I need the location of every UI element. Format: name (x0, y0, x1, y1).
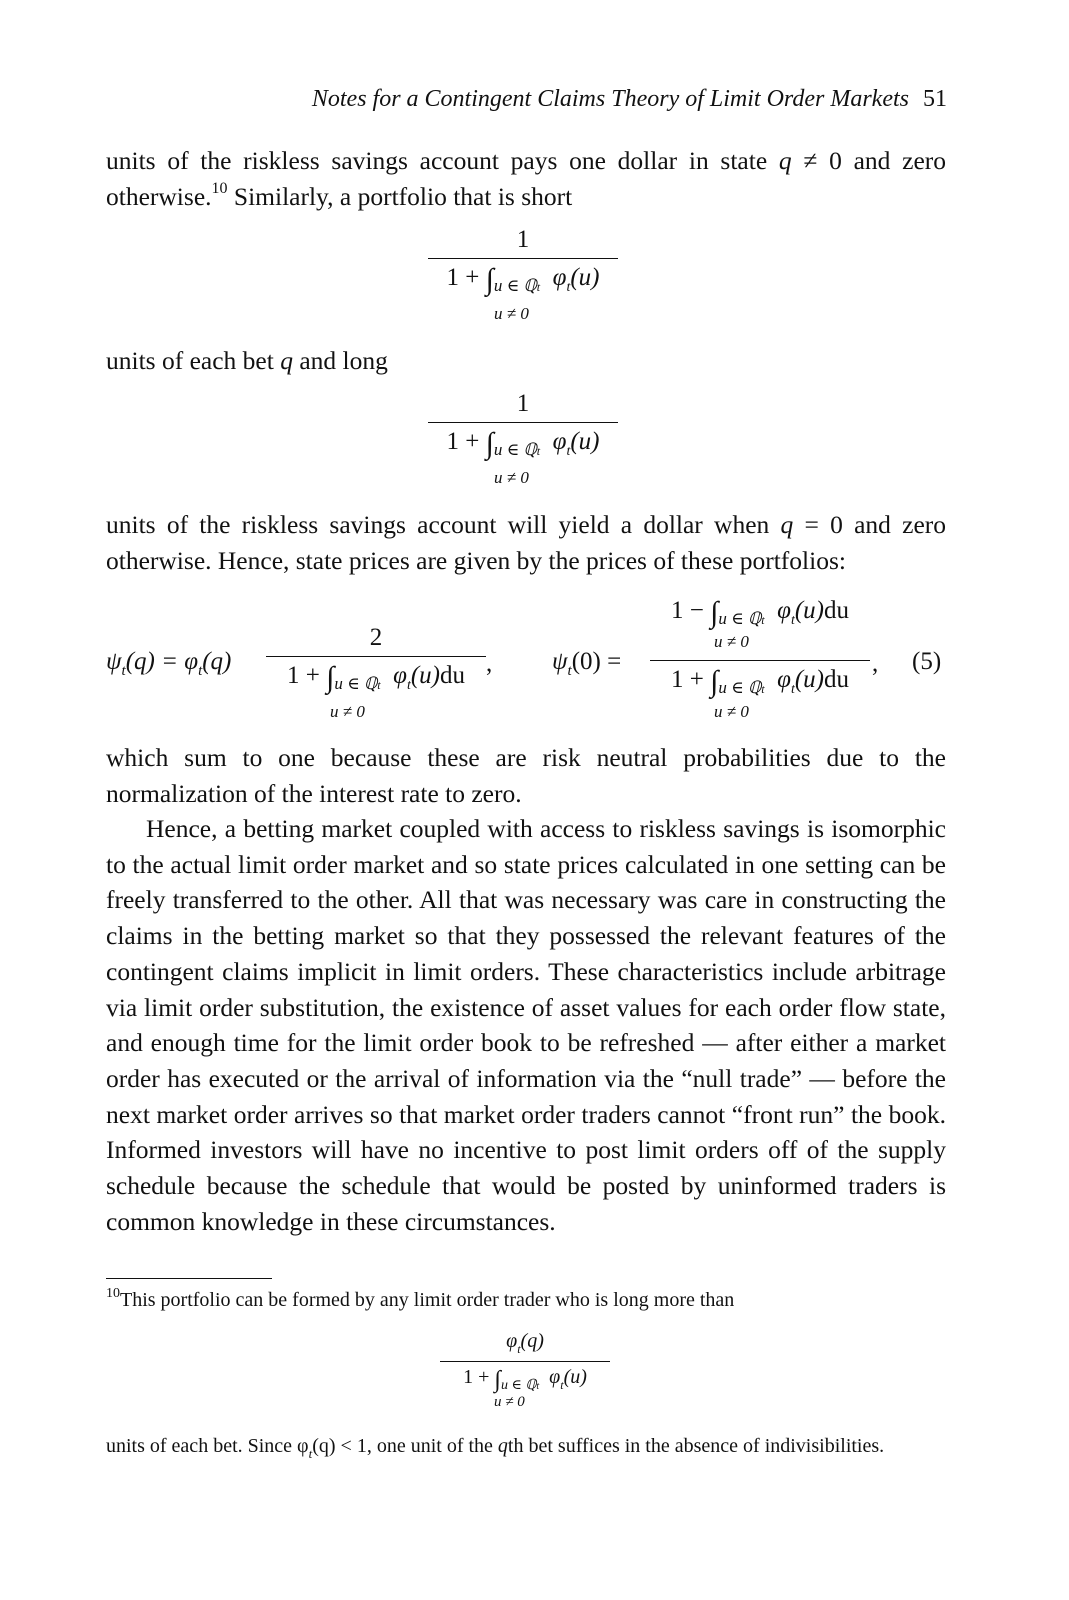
right-fraction-numerator (650, 596, 870, 630)
equation-5-left-fraction (266, 624, 486, 695)
integral-sign: ∫ (485, 263, 494, 296)
fraction-2-numerator: 1 (516, 390, 530, 417)
domain-sub: t (536, 280, 541, 294)
footnote-text-1 (106, 1286, 948, 1314)
sub-t: t (567, 663, 572, 679)
fraction-2 (428, 390, 618, 461)
sub-t: t (517, 1342, 521, 1356)
fraction-1-numerator: 1 (516, 226, 530, 253)
one-minus: 1 − (670, 597, 704, 624)
footnote-number: 10 (106, 1286, 120, 1301)
fraction-1-condition: u ≠ 0 (494, 304, 529, 323)
psi-arg: (q) = φ (125, 648, 199, 675)
phi-arg: (u) (570, 428, 600, 455)
phi-q-arg: (q) (202, 648, 232, 675)
fraction-bar (440, 1361, 610, 1362)
phi: φ (506, 1330, 518, 1352)
footnote-sub-t: t (308, 1446, 313, 1461)
paragraph-5: Hence, a betting market coupled with access to riskless savings is isomorphic to the actual limit order market and so state prices calculated in one setting can be freely transferred to the other. All that was necessary was care in constructing the claims in the betting market so that they possessed the relevant features of the contingent claims implicit in limit orders. These characteristics include arbitrage via limit order substitution, the existence of asset values for each order flow state, and enough time for the limit order book to be refreshed — after either a market order has executed or the arrival of information via the “null trade” — before the next market order arrives so that market order traders cannot “front run” the book. Informed investors will have no incentive to post limit orders off of the supply schedule because the schedule that would be posted by uninformed traders is common knowledge in these circumstances. (106, 814, 946, 1236)
running-title: Notes for a Contingent Claims Theory of Limit Order Markets (311, 86, 909, 112)
fraction-2-condition: u ≠ 0 (494, 468, 529, 487)
p3-text-a: units of the riskless savings account will yield a dollar when (106, 510, 770, 539)
p1-var-q: q (778, 146, 792, 175)
du: du (824, 597, 850, 624)
domain-sub: t (536, 444, 541, 458)
phi: φ (777, 666, 791, 693)
psi-zero-arg: (0) = (571, 648, 622, 675)
phi: φ (552, 264, 567, 291)
phi: φ (549, 1366, 561, 1388)
sub-t: t (560, 1378, 564, 1392)
p1-text-c: Similarly, a portfolio that is short (227, 181, 573, 211)
phi-arg: (u) (570, 264, 600, 291)
integral-domain: u ∈ ℚ (500, 1378, 537, 1393)
sub-t: t (198, 663, 203, 679)
domain-sub: t (761, 613, 765, 627)
footnote-fraction-numerator (440, 1330, 610, 1357)
integral-sign: ∫ (326, 661, 335, 694)
footnote-marker: 10 (211, 179, 228, 197)
right-denominator-condition: u ≠ 0 (714, 702, 749, 721)
paragraph-3 (106, 507, 946, 578)
one-plus: 1 + (463, 1366, 490, 1388)
footnote-var-q: q (497, 1435, 508, 1457)
integral-domain: u ∈ ℚ (493, 440, 537, 459)
paragraph-2 (106, 343, 946, 379)
sub-t: t (566, 280, 571, 295)
sub-t: t (121, 663, 126, 679)
integral-sign: ∫ (485, 427, 494, 460)
left-fraction-denominator (266, 661, 486, 695)
equation-5-lhs-left (106, 648, 231, 680)
integral-sign: ∫ (710, 665, 719, 698)
domain-sub: t (761, 682, 765, 696)
integral-domain: u ∈ ℚ (718, 678, 762, 697)
integral-domain: u ∈ ℚ (334, 674, 378, 693)
paragraph-1 (106, 143, 946, 214)
p1-text-a: units of the riskless savings account pays one dollar in state (106, 146, 768, 175)
sub-t: t (406, 678, 411, 693)
phi-q-arg: (q) (520, 1330, 544, 1352)
paragraph-4: which sum to one because these are risk neutral probabilities due to the normalization of the interest rate to zero. (106, 743, 946, 808)
phi: φ (777, 597, 791, 624)
left-fraction-condition: u ≠ 0 (330, 702, 365, 721)
p2-end: and long (299, 346, 388, 375)
domain-sub: t (377, 678, 381, 692)
footnote-fraction-condition: u ≠ 0 (494, 1394, 525, 1410)
footnote-line-2c: th bet suffices in the absence of indivisibilities. (507, 1435, 885, 1457)
integral-sign: ∫ (710, 596, 719, 629)
right-numerator-condition: u ≠ 0 (714, 632, 749, 651)
footnote-rule (106, 1278, 272, 1279)
phi-arg: (u) (794, 597, 825, 624)
phi-arg: (u) (410, 662, 441, 689)
p2-var-q: q (280, 346, 293, 375)
footnote-fraction (440, 1330, 610, 1394)
phi-arg: (u) (794, 666, 825, 693)
fraction-bar (428, 258, 618, 259)
fraction-bar (266, 656, 486, 657)
domain-sub: t (536, 1381, 540, 1392)
fraction-bar (428, 422, 618, 423)
right-fraction-denominator (650, 665, 870, 699)
p3-text-b: = 0 and zero otherwise. Hence, state prices are given by the prices of these portfolios: (106, 510, 947, 575)
fraction-1 (428, 226, 618, 297)
footnote-fraction-denominator (440, 1366, 610, 1394)
equation-number: (5) (912, 648, 942, 675)
sub-t: t (790, 613, 795, 628)
p2-text: units of each bet (106, 346, 274, 375)
du: du (440, 662, 466, 689)
integral-sign: ∫ (494, 1367, 501, 1393)
one-plus: 1 + (286, 662, 320, 689)
p1-cond: ≠ 0 and zero (803, 146, 946, 175)
sub-t: t (566, 444, 571, 459)
fraction-1-denominator (428, 263, 618, 297)
comma: , (872, 650, 879, 677)
phi: φ (552, 428, 567, 455)
phi-arg: (u) (563, 1366, 587, 1388)
page-number: 51 (923, 86, 947, 112)
integral-domain: u ∈ ℚ (718, 609, 762, 628)
footnote-text-2 (106, 1432, 948, 1468)
psi: ψ (106, 648, 122, 675)
comma: , (486, 650, 493, 677)
fraction-bar (650, 660, 870, 661)
footnote-line-1: This portfolio can be formed by any limit order trader who is long more than (120, 1289, 735, 1311)
numerator-two: 2 (369, 624, 383, 651)
footnote-line-2b: (q) < 1, one unit of the (312, 1435, 493, 1457)
p1-text-b: otherwise. (106, 181, 212, 211)
one-plus: 1 + (446, 428, 480, 455)
du: du (824, 666, 850, 693)
fraction-2-denominator (428, 427, 618, 461)
one-plus: 1 + (446, 264, 480, 291)
sub-t: t (790, 682, 795, 697)
integral-domain: u ∈ ℚ (493, 276, 537, 295)
phi: φ (393, 662, 407, 689)
equation-5-right-fraction (650, 596, 870, 699)
footnote-line-2a: units of each bet. Since φ (106, 1435, 309, 1457)
equation-5-lhs-right (552, 648, 621, 680)
psi: ψ (552, 648, 568, 675)
one-plus: 1 + (670, 666, 704, 693)
p3-var-q: q (780, 510, 794, 539)
running-header (312, 86, 947, 113)
